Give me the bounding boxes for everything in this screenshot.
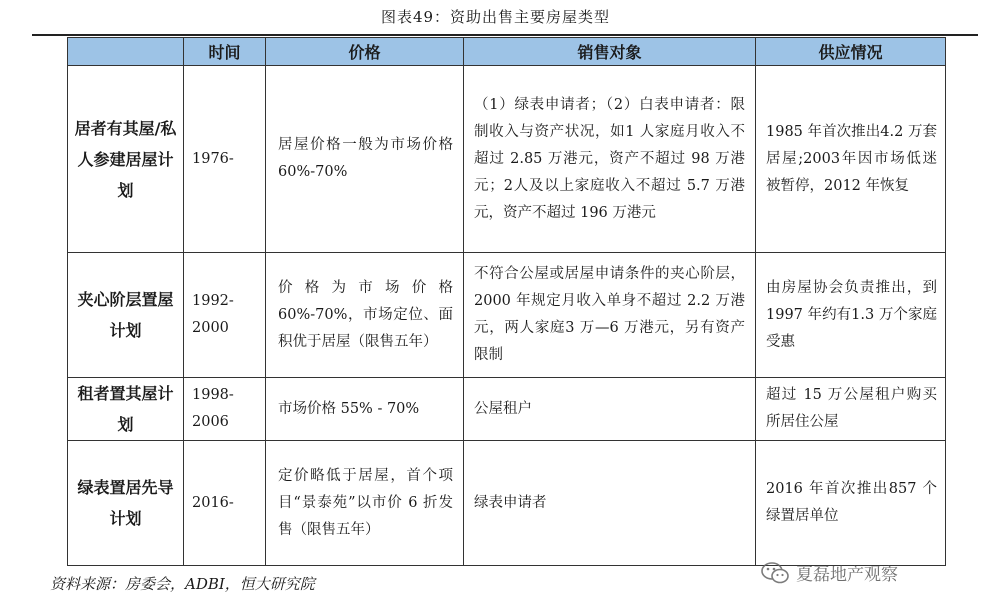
- table-row: [68, 378, 946, 441]
- scheme-time: 2016-: [184, 441, 266, 566]
- scheme-price: 价格为市场价格60%-70%，市场定位、面积优于居屋（限售五年）: [266, 253, 464, 378]
- top-rule: [32, 34, 978, 36]
- table-header-row: [68, 38, 946, 66]
- scheme-target: 不符合公屋或居屋申请条件的夹心阶层，2000 年规定月收入单身不超过 2.2 万港元，两人家庭3 万—6 万港元，另有资产限制: [464, 253, 756, 378]
- header-supply: 供应情况: [756, 38, 946, 66]
- watermark: [760, 560, 898, 585]
- scheme-price: 居屋价格一般为市场价格 60%-70%: [266, 66, 464, 253]
- header-name: [68, 38, 184, 66]
- scheme-supply: 2016 年首次推出857 个绿置居单位: [756, 441, 946, 566]
- scheme-name: 绿表置居先导计划: [68, 441, 184, 566]
- source-note: 资料来源：房委会，ADBI，恒大研究院: [50, 575, 315, 593]
- scheme-price: 市场价格 55% - 70%: [266, 378, 464, 441]
- header-price: 价格: [266, 38, 464, 66]
- scheme-target: （1）绿表申请者；（2）白表申请者：限制收入与资产状况，如1 人家庭月收入不超过 2.85 万港元，资产不超过 98 万港元；2人及以上家庭收入不超过 5.7 万港元，资产不超过 196 万港元: [464, 66, 756, 253]
- scheme-time: 1976-: [184, 66, 266, 253]
- housing-types-table: [67, 37, 946, 566]
- scheme-time: 1992-2000: [184, 253, 266, 378]
- scheme-target: 公屋租户: [464, 378, 756, 441]
- table-row: [68, 66, 946, 253]
- scheme-target: 绿表申请者: [464, 441, 756, 566]
- scheme-name: 租者置其屋计划: [68, 378, 184, 441]
- table-row: [68, 253, 946, 378]
- header-target: 销售对象: [464, 38, 756, 66]
- scheme-name: 夹心阶层置屋计划: [68, 253, 184, 378]
- scheme-name: 居者有其屋/私人参建居屋计划: [68, 66, 184, 253]
- wechat-icon: [760, 561, 790, 585]
- scheme-supply: 1985 年首次推出4.2 万套居屋;2003年因市场低迷被暂停，2012 年恢复: [756, 66, 946, 253]
- scheme-supply: 由房屋协会负责推出，到 1997 年约有1.3 万个家庭受惠: [756, 253, 946, 378]
- table-row: [68, 441, 946, 566]
- header-time: 时间: [184, 38, 266, 66]
- watermark-text: 夏磊地产观察: [796, 565, 898, 585]
- scheme-time: 1998-2006: [184, 378, 266, 441]
- scheme-price: 定价略低于居屋，首个项目“景泰苑”以市价 6 折发售（限售五年）: [266, 441, 464, 566]
- scheme-supply: 超过 15 万公屋租户购买所居住公屋: [756, 378, 946, 441]
- table-caption: 图表49：资助出售主要房屋类型: [380, 8, 611, 26]
